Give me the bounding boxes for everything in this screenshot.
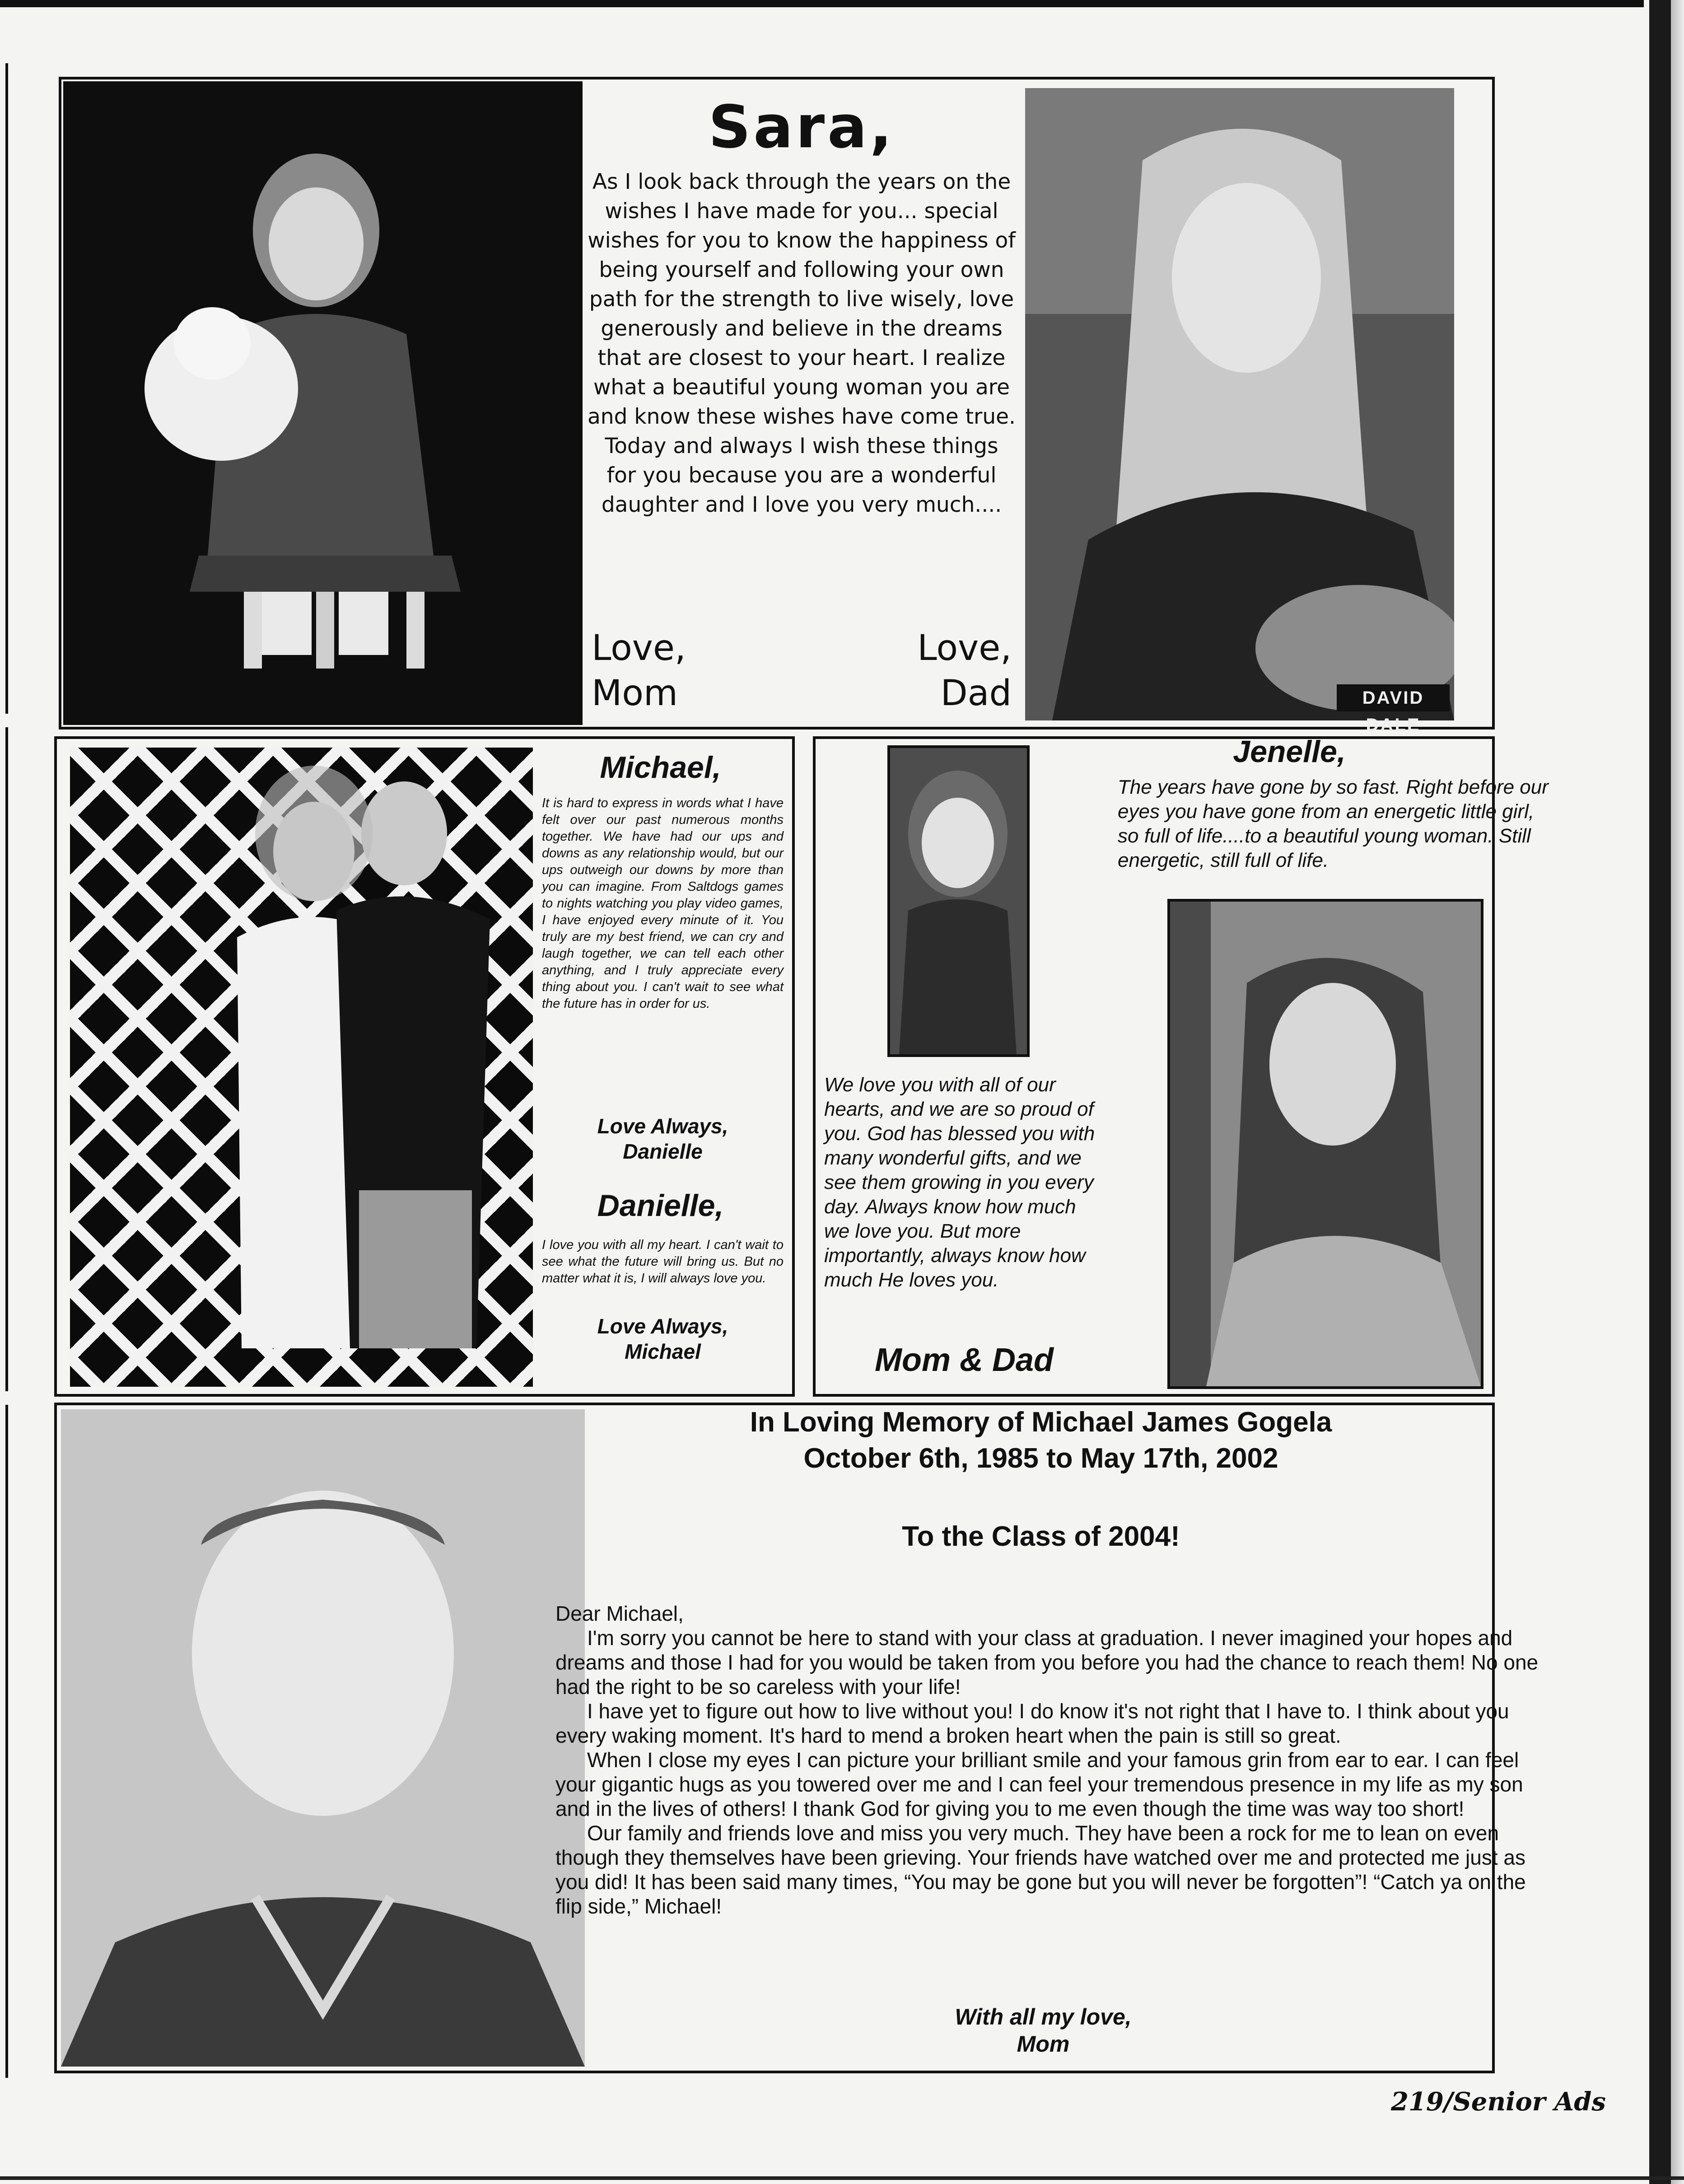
jenelle-heading: Jenelle, xyxy=(1233,734,1346,769)
memorial-paragraph: Our family and friends love and miss you very much. They have been a rock for me to lean on even though they themselves have been grieving. Your friends have watched over me and protected me just as you did! It has been said many times, “You may be gone but you will never be forgotten”! “Catch ya on the flip side,” Michael! xyxy=(555,1821,1526,1918)
michael-message: It is hard to express in words what I have felt over our past numerous months together. We have had our ups and downs as any relationship would, but our ups outweigh our downs by more than you can imagine. From Saltdogs games to nights watching you play video games, I have enjoyed every minute of it. You truly are my best friend, we can cry and laugh together, we can tell each other anything, and I truly appreciate every thing about you. I can't wait to see what the future has in order for us. xyxy=(542,796,784,1011)
memorial-heading-line1: In Loving Memory of Michael James Gogela xyxy=(750,1407,1332,1438)
memorial-subheading: To the Class of 2004! xyxy=(902,1521,1180,1552)
sara-message: As I look back through the years on the wishes I have made for you... special wishes for you to know the happiness of being yourself and following your own path for the strength to live wisely, love generously and believe in the dreams that are closest to your heart. I realize what a beautiful young woman you are and know these wishes have come true. Today and always I wish these things for you because you are a wonderful daughter and I love you very much.... xyxy=(588,169,1016,517)
left-crop-mark xyxy=(5,63,8,714)
memorial-greeting: Dear Michael, xyxy=(555,1602,684,1625)
jenelle-message-bottom: We love you with all of our hearts, and we are so proud of you. God has blessed you with many wonderful gifts, and we see them growing in you every day. Always know how much we love you. But more importantly, always know how much He loves you. xyxy=(824,1074,1095,1291)
sara-childhood-photo xyxy=(63,81,583,725)
jenelle-childhood-photo xyxy=(887,745,1030,1057)
danielle-sign: Love Always, Michael xyxy=(597,1314,728,1363)
sara-senior-photo xyxy=(1025,88,1454,720)
couple-photo xyxy=(70,748,533,1387)
memorial-sign-line2: Mom xyxy=(1017,2031,1070,2057)
memorial-paragraph: I'm sorry you cannot be here to stand with your class at graduation. I never imagined your hopes and dreams and those I had for you would be taken from you before you had the chance to reach them! No one had the right to be so careless with your life! xyxy=(555,1626,1539,1698)
sara-sign-mom: Love, Mom xyxy=(592,628,686,714)
sara-sign-dad: Love, Dad xyxy=(917,628,1012,714)
danielle-message: I love you with all my heart. I can't wait to see what the future will bring us. But no matter what it is, I will always love you. xyxy=(542,1238,784,1286)
jenelle-message-top: The years have gone by so fast. Right before our eyes you have gone from an energetic little girl, so full of life....to a beautiful young woman. Still energetic, still full of life. xyxy=(1118,776,1549,871)
top-rule xyxy=(0,0,1684,7)
memorial-paragraph: I have yet to figure out how to live without you! I do know it's not right that I have to. I think about you every waking moment. It's hard to mend a broken heart when the pain is still so great. xyxy=(555,1699,1509,1747)
michael-memorial-photo xyxy=(61,1409,585,2067)
danielle-heading: Danielle, xyxy=(597,1188,724,1223)
sara-title: Sara, xyxy=(708,93,895,161)
page-binding-edge xyxy=(1644,0,1684,2184)
jenelle-sign: Mom & Dad xyxy=(875,1342,1054,1378)
bottom-rule xyxy=(0,2176,1684,2180)
jenelle-senior-photo xyxy=(1167,899,1483,1389)
photo-credit: DAVID DALE xyxy=(1337,684,1450,711)
memorial-letter xyxy=(555,1601,1544,1918)
michael-sign: Love Always, Danielle xyxy=(597,1114,728,1163)
page-label: 219/Senior Ads xyxy=(1391,2087,1606,2117)
left-crop-mark xyxy=(5,1405,8,2078)
left-crop-mark xyxy=(5,727,8,1391)
memorial-sign-line1: With all my love, xyxy=(955,2004,1132,2030)
memorial-heading-line2: October 6th, 1985 to May 17th, 2002 xyxy=(803,1443,1278,1474)
memorial-paragraph: When I close my eyes I can picture your brilliant smile and your famous grin from ear to ear. I can feel your gigantic hugs as you towered over me and I can feel your tremendous presence in my life as my son and in the lives of others! I thank God for giving you to me even though the time was way too short! xyxy=(555,1748,1523,1820)
michael-heading: Michael, xyxy=(600,750,721,785)
